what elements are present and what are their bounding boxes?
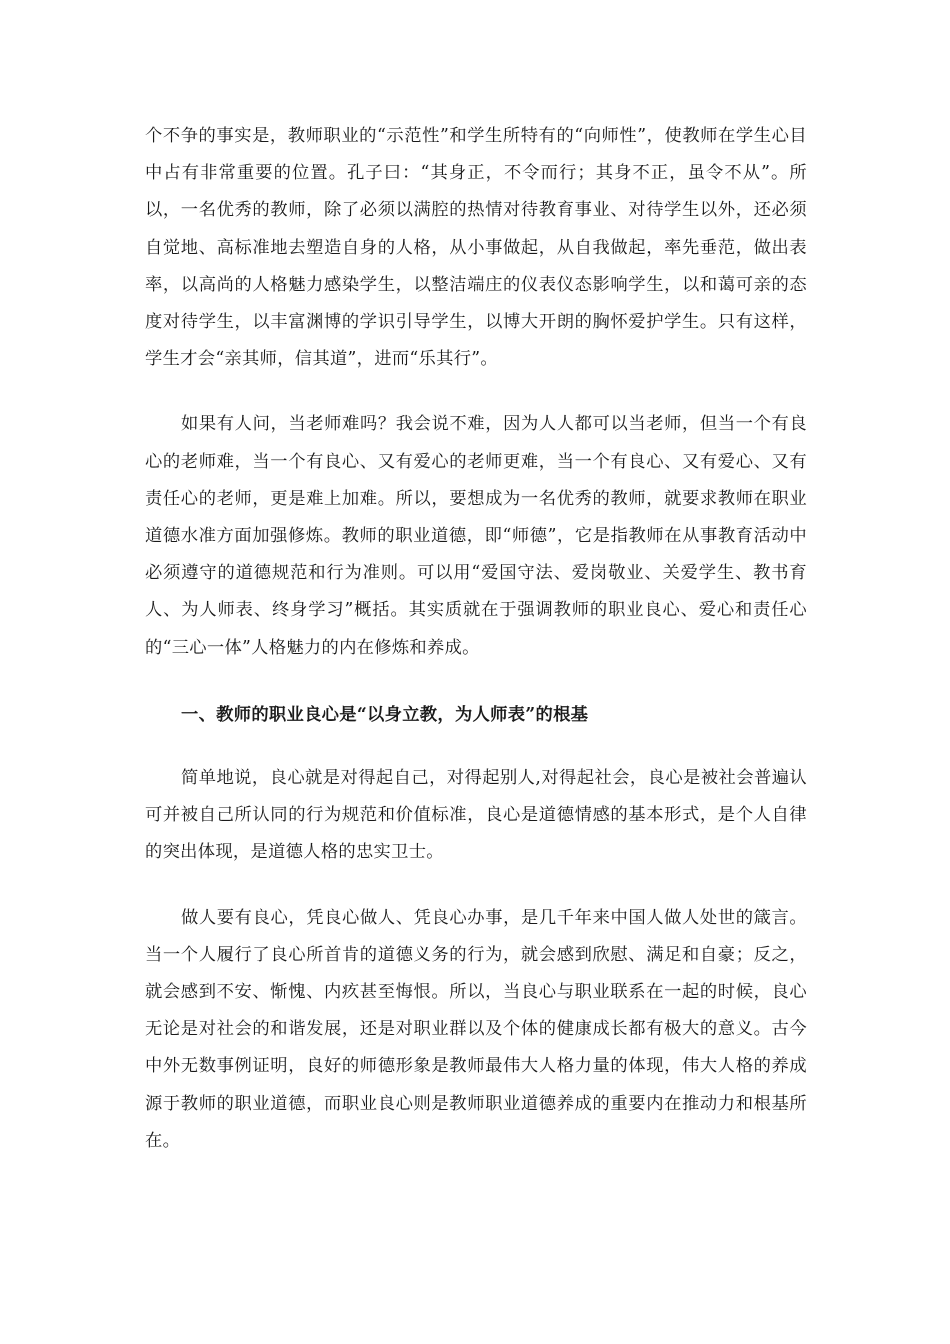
- paragraph-teacher-difficulty: 如果有人问，当老师难吗？我会说不难，因为人人都可以当老师，但当一个有良心的老师难，当一个有良心、又有爱心的老师更难，当一个有良心、又有爱心、又有责任心的老师，更是难上加难。所以，要想成为一名优秀的教师，就要求教师在职业道德水准方面加强修炼。教师的职业道德，即“师德”，它是指教师在从事教育活动中必须遵守的道德规范和行为准则。可以用“爱国守法、爱岗敬业、关爱学生、教书育人、为人师表、终身学习”概括。其实质就在于强调教师的职业良心、爱心和责任心的“三心一体”人格魅力的内在修炼和养成。: [145, 414, 807, 658]
- paragraph-conscience-importance: 做人要有良心，凭良心做人、凭良心办事，是几千年来中国人做人处世的箴言。当一个人履行了良心所首肯的道德义务的行为，就会感到欣慰、满足和自豪；反之，就会感到不安、惭愧、内疚甚至悔恨。所以，当良心与职业联系在一起的时候，良心无论是对社会的和谐发展，还是对职业群以及个体的健康成长都有极大的意义。古今中外无数事例证明，良好的师德形象是教师最伟大人格力量的体现，伟大人格的养成源于教师的职业道德，而职业良心则是教师职业道德养成的重要内在推动力和根基所在。: [145, 907, 807, 1151]
- paragraph-conscience-definition: 简单地说，良心就是对得起自己，对得起别人,对得起社会，良心是被社会普遍认可并被自己所认同的行为规范和价值标准，良心是道德情感的基本形式，是个人自律的突出体现，是道德人格的忠实卫士。: [145, 768, 807, 863]
- section-heading: 一、教师的职业良心是“以身立教，为人师表”的根基: [181, 704, 589, 725]
- paragraph-continued: 个不争的事实是，教师职业的“示范性”和学生所特有的“向师性”，使教师在学生心目中占有非常重要的位置。孔子曰：“其身正，不令而行；其身不正，虽令不从”。所以，一名优秀的教师，除了必须以满腔的热情对待教育事业、对待学生以外，还必须自觉地、高标准地去塑造自身的人格，从小事做起，从自我做起，率先垂范，做出表率，以高尚的人格魅力感染学生，以整洁端庄的仪表仪态影响学生，以和蔼可亲的态度对待学生，以丰富渊博的学识引导学生，以博大开朗的胸怀爱护学生。只有这样，学生才会“亲其师，信其道”，进而“乐其行”。: [145, 126, 807, 370]
- document-page: [145, 118, 807, 1160]
